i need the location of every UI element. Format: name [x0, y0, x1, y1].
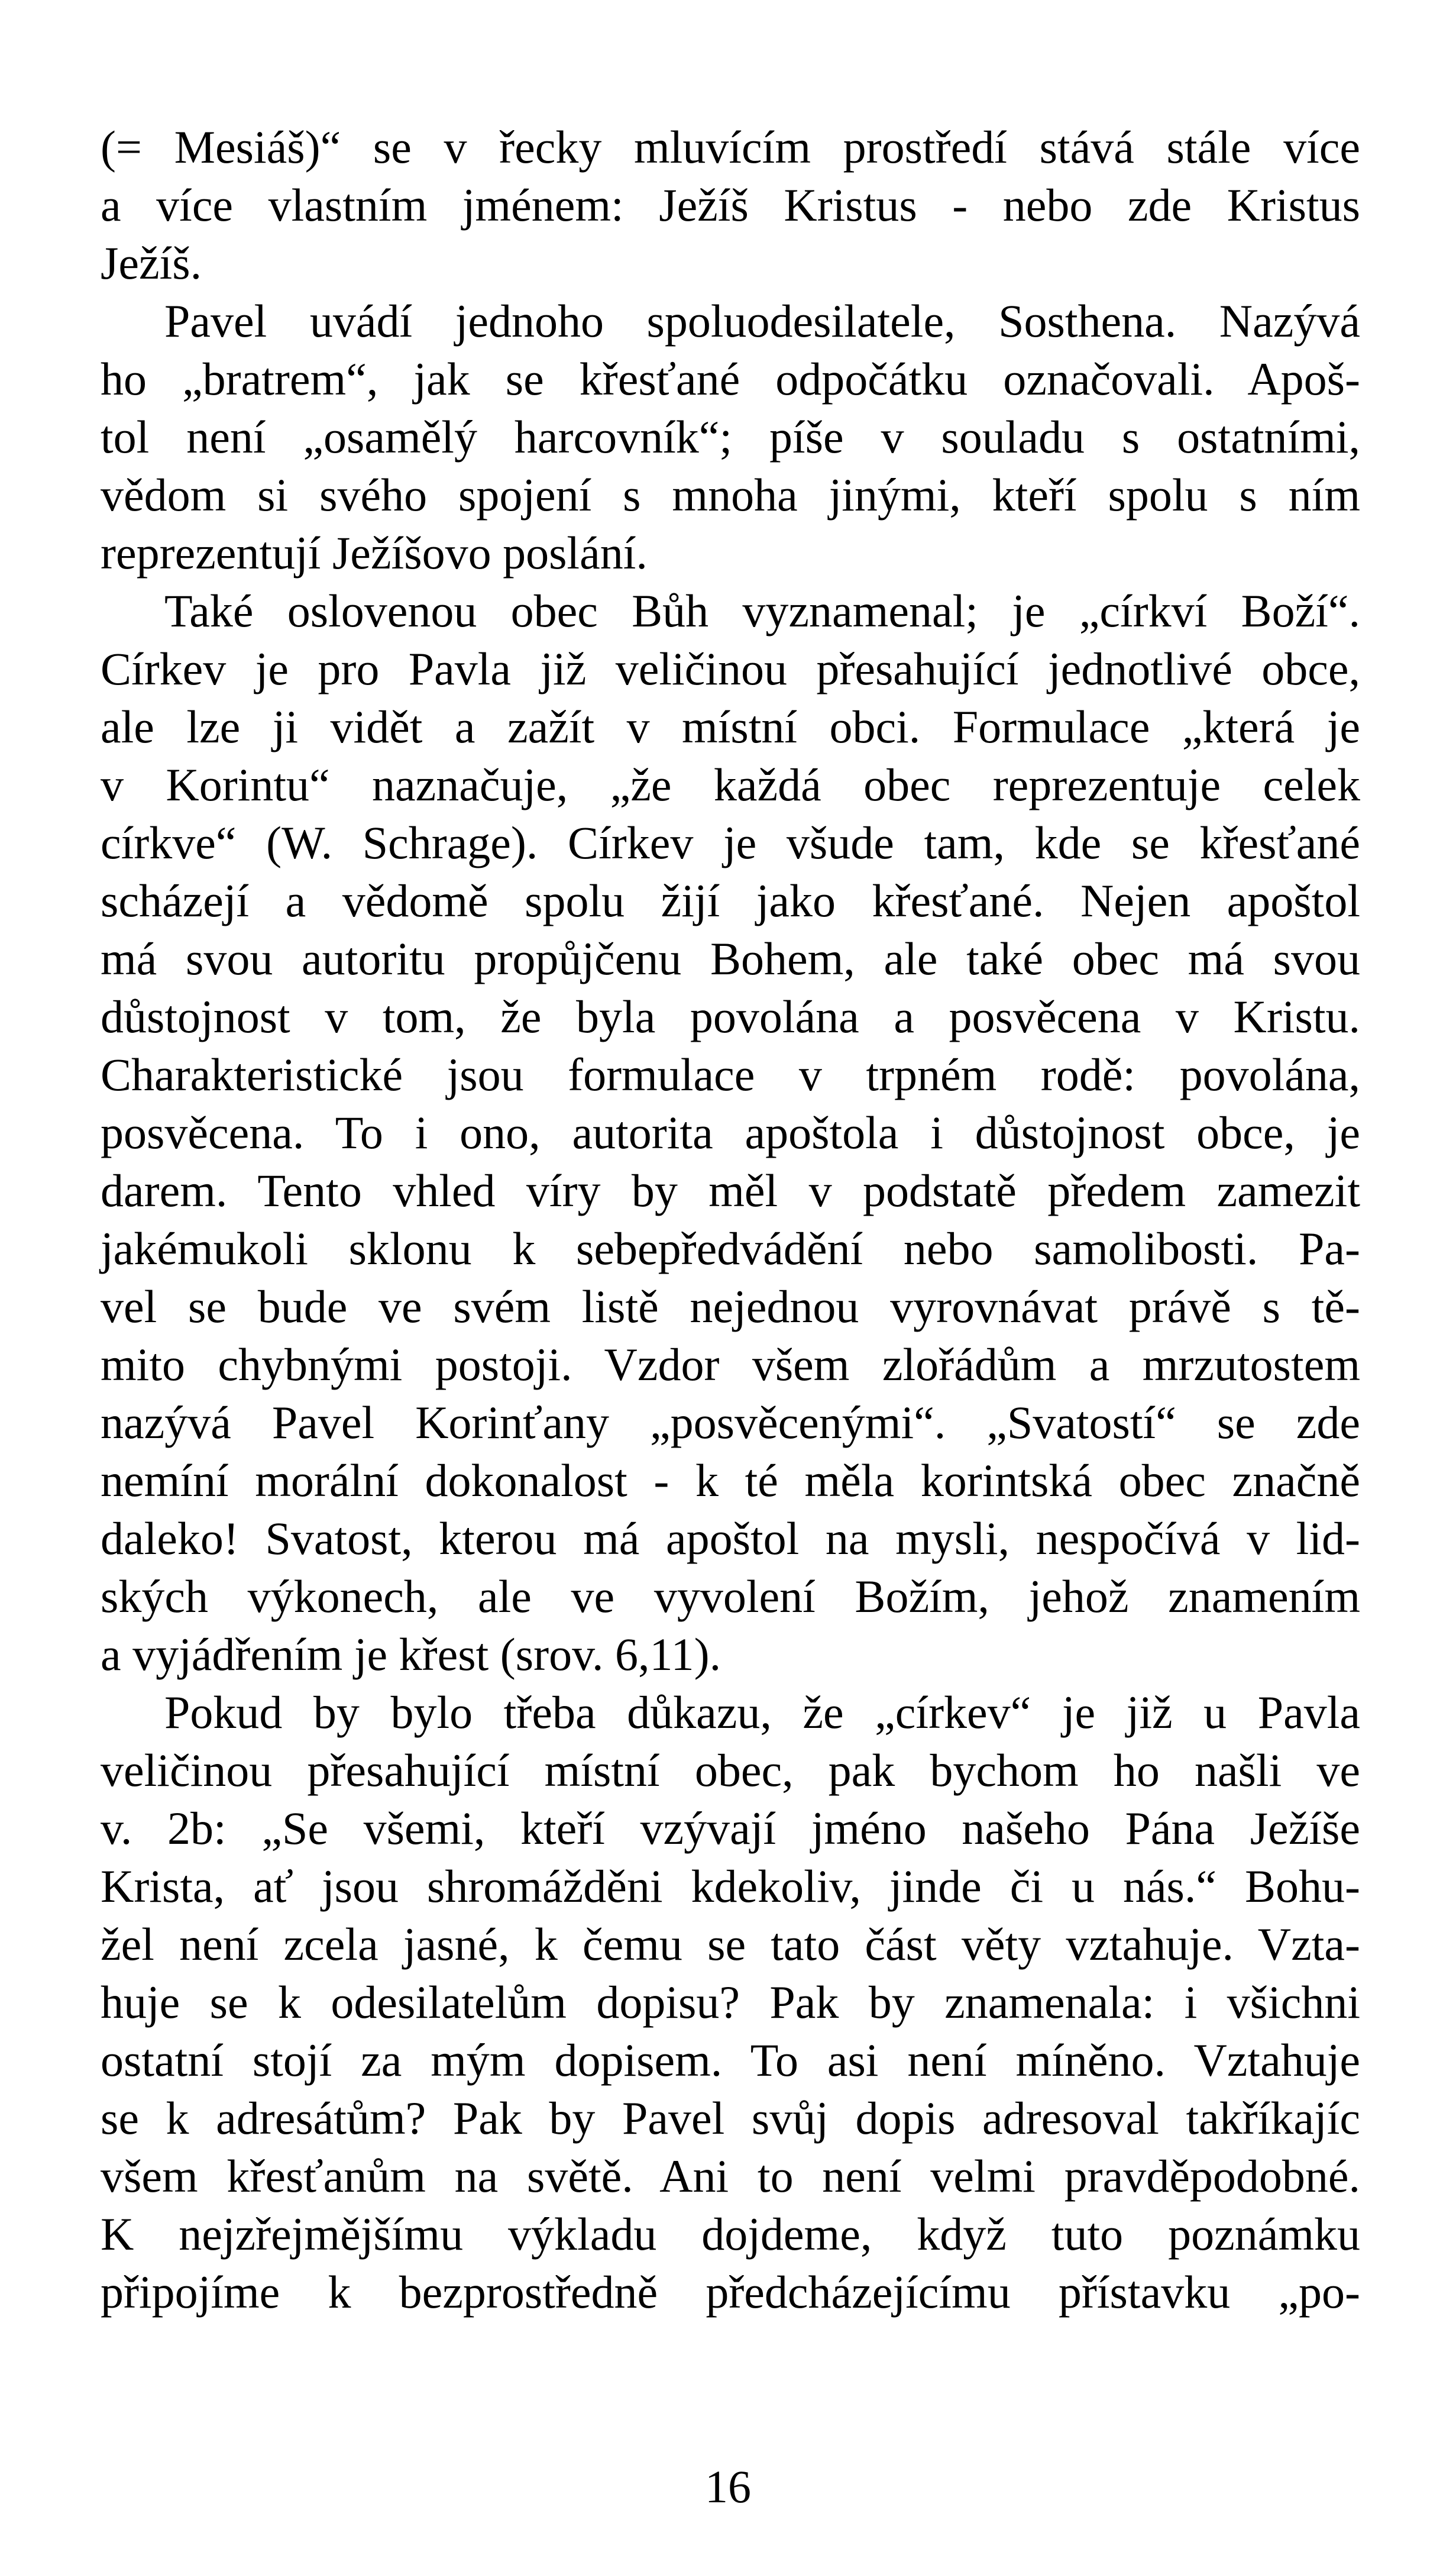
text-line: reprezentují Ježíšovo poslání.	[101, 527, 648, 579]
text-line: darem. Tento vhled víry by měl v podstatě předem zamezit	[101, 1165, 1360, 1216]
text-line: vědom si svého spojení s mnoha jinými, kteří spolu s ním	[101, 469, 1360, 521]
text-line: církve“ (W. Schrage). Církev je všude tam, kde se křesťané	[101, 817, 1360, 868]
text-line: a vyjádřením je křest (srov. 6,11).	[101, 1629, 721, 1680]
text-line: všem křesťanům na světě. Ani to není velmi pravděpodobné.	[101, 2150, 1360, 2202]
text-line: má svou autoritu propůjčenu Bohem, ale také obec má svou	[101, 933, 1360, 984]
paragraph	[101, 118, 1360, 292]
text-line: Také oslovenou obec Bůh vyznamenal; je „církví Boží“.	[164, 585, 1360, 637]
text-line: Pokud by bylo třeba důkazu, že „církev“ je již u Pavla	[164, 1687, 1360, 1738]
text-line: Ježíš.	[101, 237, 202, 289]
text-line: K nejzřejmějšímu výkladu dojdeme, když tuto poznámku	[101, 2208, 1360, 2260]
text-line: Pavel uvádí jednoho spoluodesilatele, Sosthena. Nazývá	[164, 295, 1360, 347]
text-line: ale lze ji vidět a zažít v místní obci. Formulace „která je	[101, 701, 1360, 752]
text-line: (= Mesiáš)“ se v řecky mluvícím prostředí stává stále více	[101, 121, 1360, 173]
text-line: huje se k odesilatelům dopisu? Pak by znamenala: i všichni	[101, 1976, 1360, 2028]
paragraph	[101, 292, 1360, 582]
text-line: se k adresátům? Pak by Pavel svůj dopis adresoval takříkajíc	[101, 2092, 1360, 2144]
text-line: vel se bude ve svém listě nejednou vyrovnávat právě s tě-	[101, 1281, 1360, 1332]
text-line: ostatní stojí za mým dopisem. To asi není míněno. Vztahuje	[101, 2034, 1360, 2086]
text-line: v Korintu“ naznačuje, „že každá obec reprezentuje celek	[101, 759, 1360, 810]
text-line: ho „bratrem“, jak se křesťané odpočátku označovali. Apoš-	[101, 353, 1360, 405]
text-line: žel není zcela jasné, k čemu se tato část věty vztahuje. Vzta-	[101, 1918, 1360, 1970]
text-line: tol není „osamělý harcovník“; píše v souladu s ostatními,	[101, 411, 1360, 463]
text-line: Krista, ať jsou shromážděni kdekoliv, jinde či u nás.“ Bohu-	[101, 1860, 1360, 1912]
text-line: daleko! Svatost, kterou má apoštol na mysli, nespočívá v lid-	[101, 1513, 1360, 1564]
text-line: veličinou přesahující místní obec, pak bychom ho našli ve	[101, 1744, 1360, 1796]
paragraph	[101, 582, 1360, 1684]
paragraph	[101, 1684, 1360, 2321]
text-line: Charakteristické jsou formulace v trpném rodě: povolána,	[101, 1049, 1360, 1100]
page-number: 16	[705, 2461, 751, 2512]
text-line: důstojnost v tom, že byla povolána a posvěcena v Kristu.	[101, 991, 1360, 1042]
text-line: mito chybnými postoji. Vzdor všem zlořádům a mrzutostem	[101, 1339, 1360, 1390]
text-line: nemíní morální dokonalost - k té měla korintská obec značně	[101, 1455, 1360, 1506]
page-body	[101, 118, 1360, 2321]
text-line: Církev je pro Pavla již veličinou přesahující jednotlivé obce,	[101, 643, 1360, 694]
text-line: ských výkonech, ale ve vyvolení Božím, jehož znamením	[101, 1571, 1360, 1622]
text-line: jakémukoli sklonu k sebepředvádění nebo samolibosti. Pa-	[101, 1223, 1360, 1274]
text-line: nazývá Pavel Korinťany „posvěcenými“. „Svatostí“ se zde	[101, 1397, 1360, 1448]
text-line: připojíme k bezprostředně předcházejícímu přístavku „po-	[101, 2266, 1360, 2318]
text-line: scházejí a vědomě spolu žijí jako křesťané. Nejen apoštol	[101, 875, 1360, 926]
text-line: v. 2b: „Se všemi, kteří vzývají jméno našeho Pána Ježíše	[101, 1802, 1360, 1854]
text-line: a více vlastním jménem: Ježíš Kristus - nebo zde Kristus	[101, 179, 1360, 231]
text-line: posvěcena. To i ono, autorita apoštola i důstojnost obce, je	[101, 1107, 1360, 1158]
